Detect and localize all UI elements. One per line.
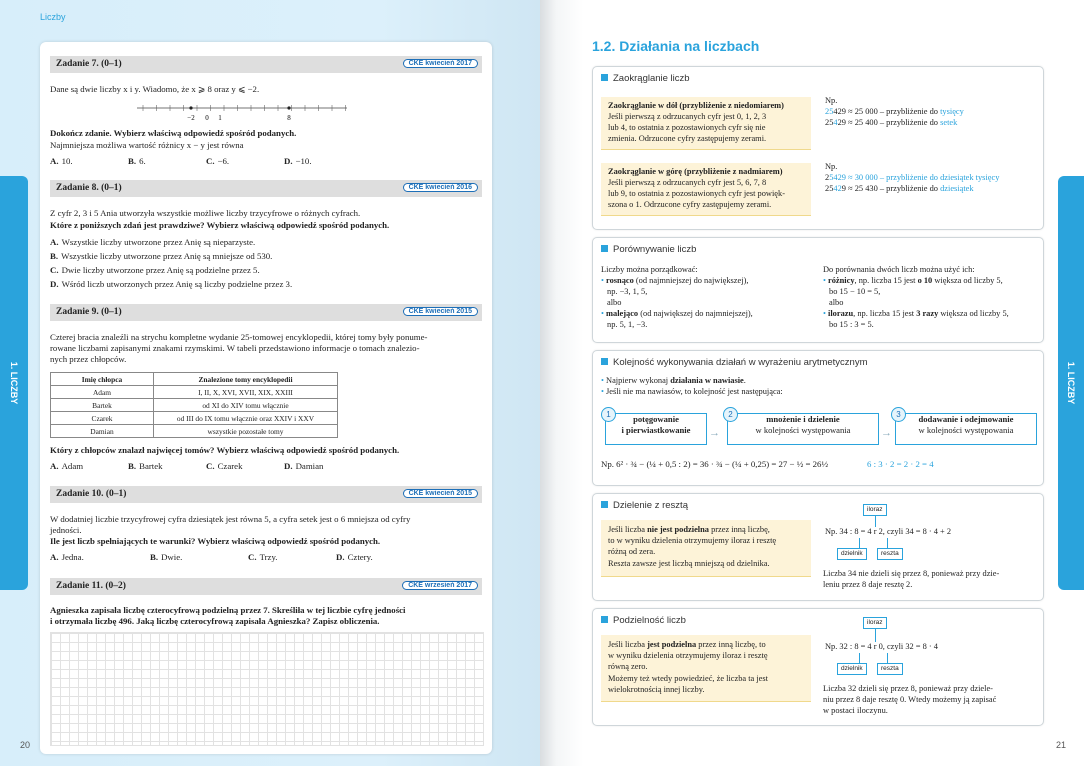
tick-label: 1	[218, 114, 222, 122]
option-c[interactable]: C. Trzy.	[248, 552, 278, 562]
option-c[interactable]: C. Czarek	[206, 461, 243, 471]
rule-text: Jeśli liczba nie jest podzielna przez inną liczbę,	[608, 525, 770, 534]
option-d[interactable]: D. Damian	[284, 461, 324, 471]
arrow-right-icon: →	[709, 427, 720, 439]
task-title: Zadanie 8. (0–1)	[56, 183, 122, 193]
division-box	[592, 493, 1044, 601]
source-badge: CKE kwiecień 2017	[403, 59, 478, 68]
step-number: 1	[601, 407, 616, 422]
bullet-square-icon	[601, 245, 608, 252]
task-title: Zadanie 10. (0–1)	[56, 489, 127, 499]
text-line: albo	[607, 298, 622, 307]
division-example: Np. 34 : 8 = 4 r 2, czyli 34 = 8 · 4 + 2	[825, 527, 952, 536]
rule-text: to w wyniku dzielenia otrzymujemy iloraz i resztę	[608, 536, 777, 545]
answer-grid[interactable]	[50, 632, 484, 746]
step-3-box: dodawanie i odejmowanie w kolejności występowania	[895, 413, 1037, 445]
divisor-label: dzielnik	[837, 663, 867, 675]
exercise-card	[40, 42, 492, 754]
task-9-question: Który z chłopców znalazł najwięcej tomów? Wybierz właściwą odpowiedź spośród podanych.	[50, 445, 400, 455]
comparing-box	[592, 237, 1044, 343]
rule-text: lub 9, to ostatnia z pozostawionych cyfr jest powięk-	[608, 189, 785, 198]
rule-text: Jeśli liczba jest podzielna przez inną liczbę, to	[608, 640, 766, 649]
step-number: 2	[723, 407, 738, 422]
tick-label: 8	[287, 114, 291, 122]
task-8-intro: Z cyfr 2, 3 i 5 Ania utworzyła wszystkie możliwe liczby trzycyfrowe o różnych cyfrach.	[50, 208, 361, 218]
order-example-2: 6 : 3 · 2 = 2 · 2 = 4	[867, 459, 934, 469]
bullet-square-icon	[601, 501, 608, 508]
task-7-intro: Dane są dwie liczby x i y. Wiadomo, że x ⩾ 8 oraz y ⩽ −2.	[50, 84, 260, 94]
task-title: Zadanie 7. (0–1)	[56, 59, 122, 69]
option-c[interactable]: C. −6.	[206, 156, 230, 166]
rule-text: równą zero.	[608, 662, 648, 671]
remainder-label: reszta	[877, 663, 903, 675]
text-line: • malejąco (od największej do najmniejszej),	[601, 309, 753, 318]
rule-text: szona o 1. Odrzucone cyfry zastępujemy zerami.	[608, 200, 772, 209]
page-number-left: 20	[20, 740, 31, 750]
task-9-header	[50, 304, 482, 321]
source-badge: CKE kwiecień 2015	[403, 489, 478, 498]
text-line: Liczba 32 dzieli się przez 8, ponieważ przy dziele-	[823, 684, 993, 693]
rule-text: różną od zera.	[608, 547, 656, 556]
source-badge: CKE wrzesień 2017	[402, 581, 478, 590]
left-page	[0, 0, 540, 766]
task-9-intro: rowane liczbami zapisanymi znakami rzymskimi. W tabeli przedstawiono informacje o tomach znalezio-	[50, 343, 420, 353]
rule-text: Możemy też wtedy powiedzieć, że liczba ta jest	[608, 674, 768, 683]
table-header: Imię chłopca	[51, 373, 154, 386]
option-d[interactable]: D. Cztery.	[336, 552, 373, 562]
source-badge: CKE kwiecień 2015	[403, 307, 478, 316]
text-line: • rosnąco (od najmniejszej do największej),	[601, 276, 749, 285]
option-b[interactable]: B. Dwie.	[150, 552, 183, 562]
task-title: Zadanie 9. (0–1)	[56, 307, 122, 317]
text-line: bo 15 : 3 = 5.	[829, 320, 874, 329]
text-line: bo 15 − 10 = 5,	[829, 287, 881, 296]
source-badge: CKE kwiecień 2016	[403, 183, 478, 192]
number-line	[135, 100, 350, 122]
text-line: np. −3, 1, 5,	[607, 287, 648, 296]
example-line: 25429 ≈ 25 430 – przybliżenie do dziesiątek	[825, 184, 974, 193]
task-11-question: i otrzymała liczbę 496. Jaką liczbę czterocyfrową zapisała Agnieszka? Zapisz obliczenia.	[50, 616, 380, 626]
table-header: Znalezione tomy encyklopedii	[154, 373, 338, 386]
step-2-box: mnożenie i dzielenie w kolejności występowania	[727, 413, 879, 445]
rule-text: lub 4, to ostatnia z pozostawionych cyfr się nie	[608, 123, 766, 132]
page-number-right: 21	[1056, 740, 1067, 750]
chapter-tab-right[interactable]	[1058, 176, 1084, 590]
text-line: • Najpierw wykonaj działania w nawiasie.	[601, 376, 746, 385]
text-line: Do porównania dwóch liczb można użyć ich:	[823, 265, 975, 274]
example-label: Np.	[825, 96, 838, 105]
task-title: Zadanie 11. (0–2)	[56, 581, 126, 591]
right-page	[540, 0, 1084, 766]
task-7-header	[50, 56, 482, 73]
quotient-label: iloraz	[863, 617, 887, 629]
text-line: • różnicy, np. liczba 15 jest o 10 większa od liczby 5,	[823, 276, 1003, 285]
tick-label: 0	[205, 114, 209, 122]
rule-text: Jeśli pierwszą z odrzucanych cyfr jest 0, 1, 2, 3	[608, 112, 767, 121]
option-a[interactable]: A. Jedna.	[50, 552, 84, 562]
order-example: Np. 6² · ¾ − (¼ + 0,5 : 2) = 36 · ¾ − (¼ + 0,25) = 27 − ½ = 26½	[601, 459, 829, 469]
option-a[interactable]: A. Adam	[50, 461, 84, 471]
step-1-box: potęgowanie i pierwiastkowanie	[605, 413, 707, 445]
example-line: 25429 ≈ 25 000 – przybliżenie do tysięcy	[825, 107, 964, 116]
divisor-label: dzielnik	[837, 548, 867, 560]
text-line: Liczba 34 nie dzieli się przez 8, ponieważ przy dzie-	[823, 569, 1000, 578]
option-c[interactable]: C. Dwie liczby utworzone przez Anię są podzielne przez 5.	[50, 265, 260, 275]
text-line: leniu przez 8 daje resztę 2.	[823, 580, 913, 589]
text-line: niu przez 8 daje resztę 0. Wtedy możemy ją zapisać	[823, 695, 997, 704]
task-7-question-2: Najmniejsza możliwa wartość różnicy x − y jest równa	[50, 140, 244, 150]
bullet-square-icon	[601, 74, 608, 81]
rounding-box	[592, 66, 1044, 230]
task-7-question: Dokończ zdanie. Wybierz właściwą odpowiedź spośród podanych.	[50, 128, 297, 138]
task-10-intro: jedności.	[50, 525, 82, 535]
text-line: • ilorazu, np. liczba 15 jest 3 razy większa od liczby 5,	[823, 309, 1009, 318]
chapter-tab-label: 1. LICZBY	[1066, 361, 1076, 405]
chapter-tab-left[interactable]	[0, 176, 28, 590]
task-9-intro: Czterej bracia znaleźli na strychu kompletne wydanie 25-tomowej encyklopedii, której tomy były ponume-	[50, 332, 428, 342]
task-10-intro: W dodatniej liczbie trzycyfrowej cyfra dziesiątek jest równa 5, a cyfra setek jest o 6 mniejsza od cyfry	[50, 514, 411, 524]
option-b[interactable]: B. Wszystkie liczby utworzone przez Anię są mniejsze od 530.	[50, 251, 273, 261]
option-d[interactable]: D. −10.	[284, 156, 312, 166]
task-8-question: Które z poniższych zdań jest prawdziwe? Wybierz właściwą odpowiedź spośród podanych.	[50, 220, 390, 230]
text-line: Liczby można porządkować:	[601, 265, 698, 274]
box-title: Zaokrąglanie liczb	[601, 73, 690, 84]
box-title: Kolejność wykonywania działań w wyrażeniu arytmetycznym	[601, 357, 868, 368]
volumes-table	[50, 372, 338, 438]
rule-text: Reszta zawsze jest liczbą mniejszą od dzielnika.	[608, 559, 770, 568]
text-line: • Jeśli nie ma nawiasów, to kolejność jest następująca:	[601, 387, 783, 396]
chapter-tab-label: 1. LICZBY	[9, 361, 19, 405]
step-number: 3	[891, 407, 906, 422]
rule-heading: Zaokrąglanie w dół (przybliżenie z niedomiarem)	[608, 101, 784, 110]
running-head: Liczby	[40, 12, 66, 22]
box-title: Porównywanie liczb	[601, 244, 696, 255]
bullet-square-icon	[601, 358, 608, 365]
option-a[interactable]: A. 10.	[50, 156, 73, 166]
option-b[interactable]: B. 6.	[128, 156, 146, 166]
task-8-header	[50, 180, 482, 197]
text-line: w postaci iloczynu.	[823, 706, 888, 715]
divisibility-box	[592, 608, 1044, 726]
text-line: np. 5, 1, −3.	[607, 320, 648, 329]
table-row: Damian wszystkie pozostałe tomy	[51, 425, 338, 438]
remainder-label: reszta	[877, 548, 903, 560]
option-b[interactable]: B. Bartek	[128, 461, 163, 471]
table-row: Czarek od III do IX tomu włącznie oraz XXIV i XXV	[51, 412, 338, 425]
option-a[interactable]: A. Wszystkie liczby utworzone przez Anię są nieparzyste.	[50, 237, 256, 247]
arrow-right-icon: →	[881, 427, 892, 439]
example-line: 25429 ≈ 30 000 – przybliżenie do dziesiątek tysięcy	[825, 173, 1000, 182]
example-line: 25429 ≈ 25 400 – przybliżenie do setek	[825, 118, 958, 127]
task-10-question: Ile jest liczb spełniających te warunki? Wybierz właściwą odpowiedź spośród podanych.	[50, 536, 381, 546]
table-row: Bartek od XI do XIV tomu włącznie	[51, 399, 338, 412]
text-line: albo	[829, 298, 844, 307]
rule-text: wielokrotnością innej liczby.	[608, 685, 705, 694]
box-title: Dzielenie z resztą	[601, 500, 688, 511]
example-label: Np.	[825, 162, 838, 171]
order-box	[592, 350, 1044, 486]
task-11-header	[50, 578, 482, 595]
rule-text: Jeśli pierwszą z odrzucanych cyfr jest 5, 6, 7, 8	[608, 178, 767, 187]
tick-label: −2	[187, 114, 195, 122]
task-11-question: Agnieszka zapisała liczbę czterocyfrową podzielną przez 7. Skreśliła w tej liczbie cyfrę jedności	[50, 605, 406, 615]
rule-heading: Zaokrąglanie w górę (przybliżenie z nadmiarem)	[608, 167, 783, 176]
rule-text: zmienia. Odrzucone cyfry zastępujemy zerami.	[608, 134, 767, 143]
task-9-intro: nych przez chłopców.	[50, 354, 127, 364]
box-title: Podzielność liczb	[601, 615, 686, 626]
section-title: 1.2. Działania na liczbach	[592, 38, 760, 54]
task-10-header	[50, 486, 482, 503]
bullet-square-icon	[601, 616, 608, 623]
table-row: Adam I, II, X, XVI, XVII, XIX, XXIII	[51, 386, 338, 399]
rule-text: w wyniku dzielenia otrzymujemy iloraz i resztę	[608, 651, 768, 660]
option-d[interactable]: D. Wśród liczb utworzonych przez Anię są liczby podzielne przez 3.	[50, 279, 293, 289]
divisibility-example: Np. 32 : 8 = 4 r 0, czyli 32 = 8 · 4	[825, 642, 938, 651]
quotient-label: iloraz	[863, 504, 887, 516]
